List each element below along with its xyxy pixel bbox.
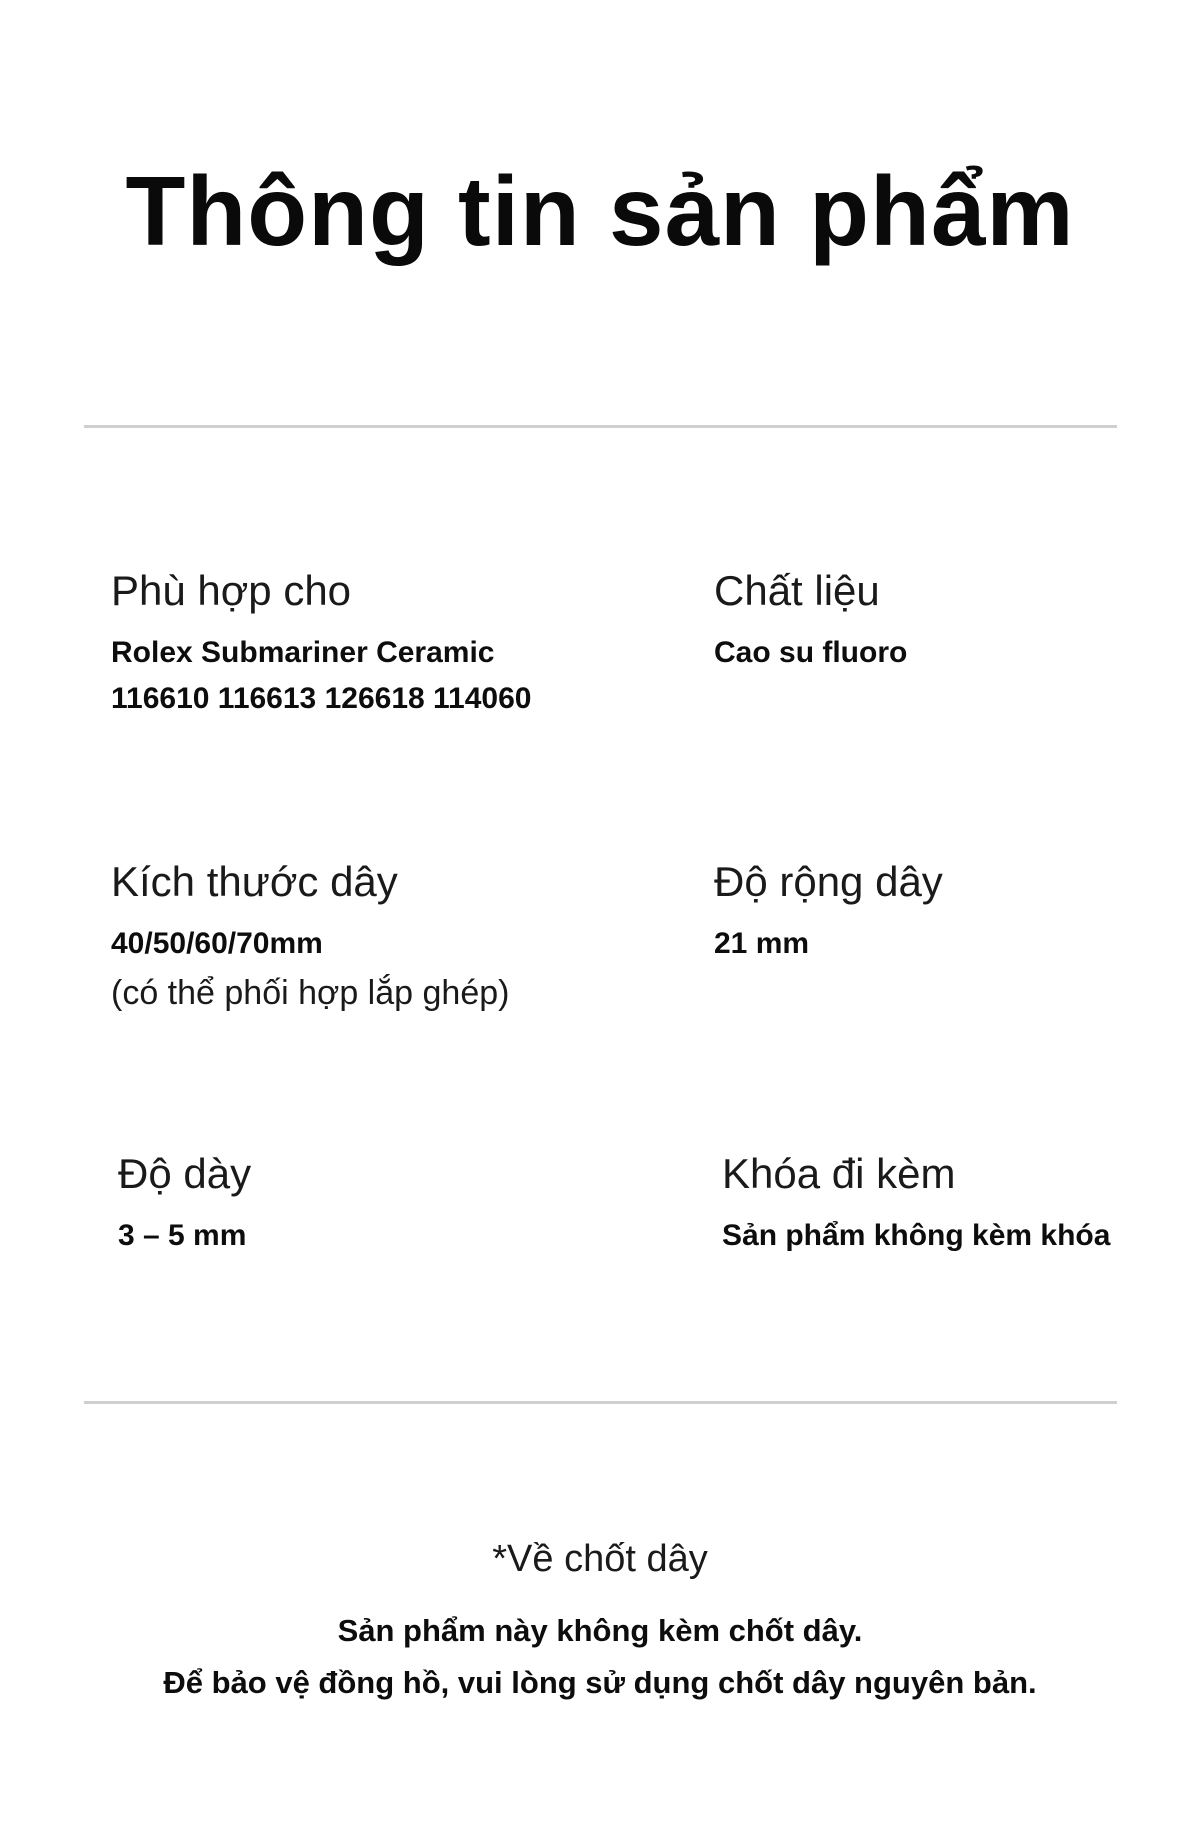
spec-strap-length <box>111 857 509 1019</box>
spec-compatibility-refs: 116610 116613 126618 114060 <box>111 682 532 716</box>
spec-buckle-label: Khóa đi kèm <box>722 1150 956 1197</box>
page-title: Thông tin sản phẩm <box>125 156 1075 266</box>
pin-note-body <box>0 1605 1200 1709</box>
spec-compatibility <box>111 566 531 722</box>
spec-material-label: Chất liệu <box>714 567 880 614</box>
spec-strap-length-value: 40/50/60/70mm <box>111 927 323 961</box>
spec-compatibility-value <box>111 630 531 722</box>
spec-material-value: Cao su fluoro <box>714 636 908 670</box>
spec-buckle-value: Sản phẩm không kèm khóa <box>722 1219 1111 1253</box>
spec-buckle <box>722 1149 1110 1259</box>
spec-strap-width <box>714 857 943 967</box>
spec-strap-length-label: Kích thước dây <box>111 858 398 905</box>
spec-strap-width-value: 21 mm <box>714 927 810 961</box>
pin-note-title: *Về chốt dây <box>492 1538 708 1580</box>
spec-compatibility-model: Rolex Submariner Ceramic <box>111 636 495 670</box>
pin-note-line: Để bảo vệ đồng hồ, vui lòng sử dụng chốt dây nguyên bản. <box>163 1664 1037 1700</box>
spec-strap-length-note: (có thể phối hợp lắp ghép) <box>111 974 510 1013</box>
pin-note <box>0 1537 1200 1709</box>
spec-thickness <box>118 1149 251 1259</box>
spec-strap-width-label: Độ rộng dây <box>714 858 943 905</box>
spec-compatibility-label: Phù hợp cho <box>111 567 352 614</box>
top-divider <box>84 425 1117 428</box>
spec-thickness-value: 3 – 5 mm <box>118 1219 247 1253</box>
spec-material <box>714 566 907 676</box>
bottom-divider <box>84 1401 1117 1404</box>
spec-thickness-label: Độ dày <box>118 1150 252 1197</box>
pin-note-line: Sản phẩm này không kèm chốt dây. <box>337 1612 863 1648</box>
